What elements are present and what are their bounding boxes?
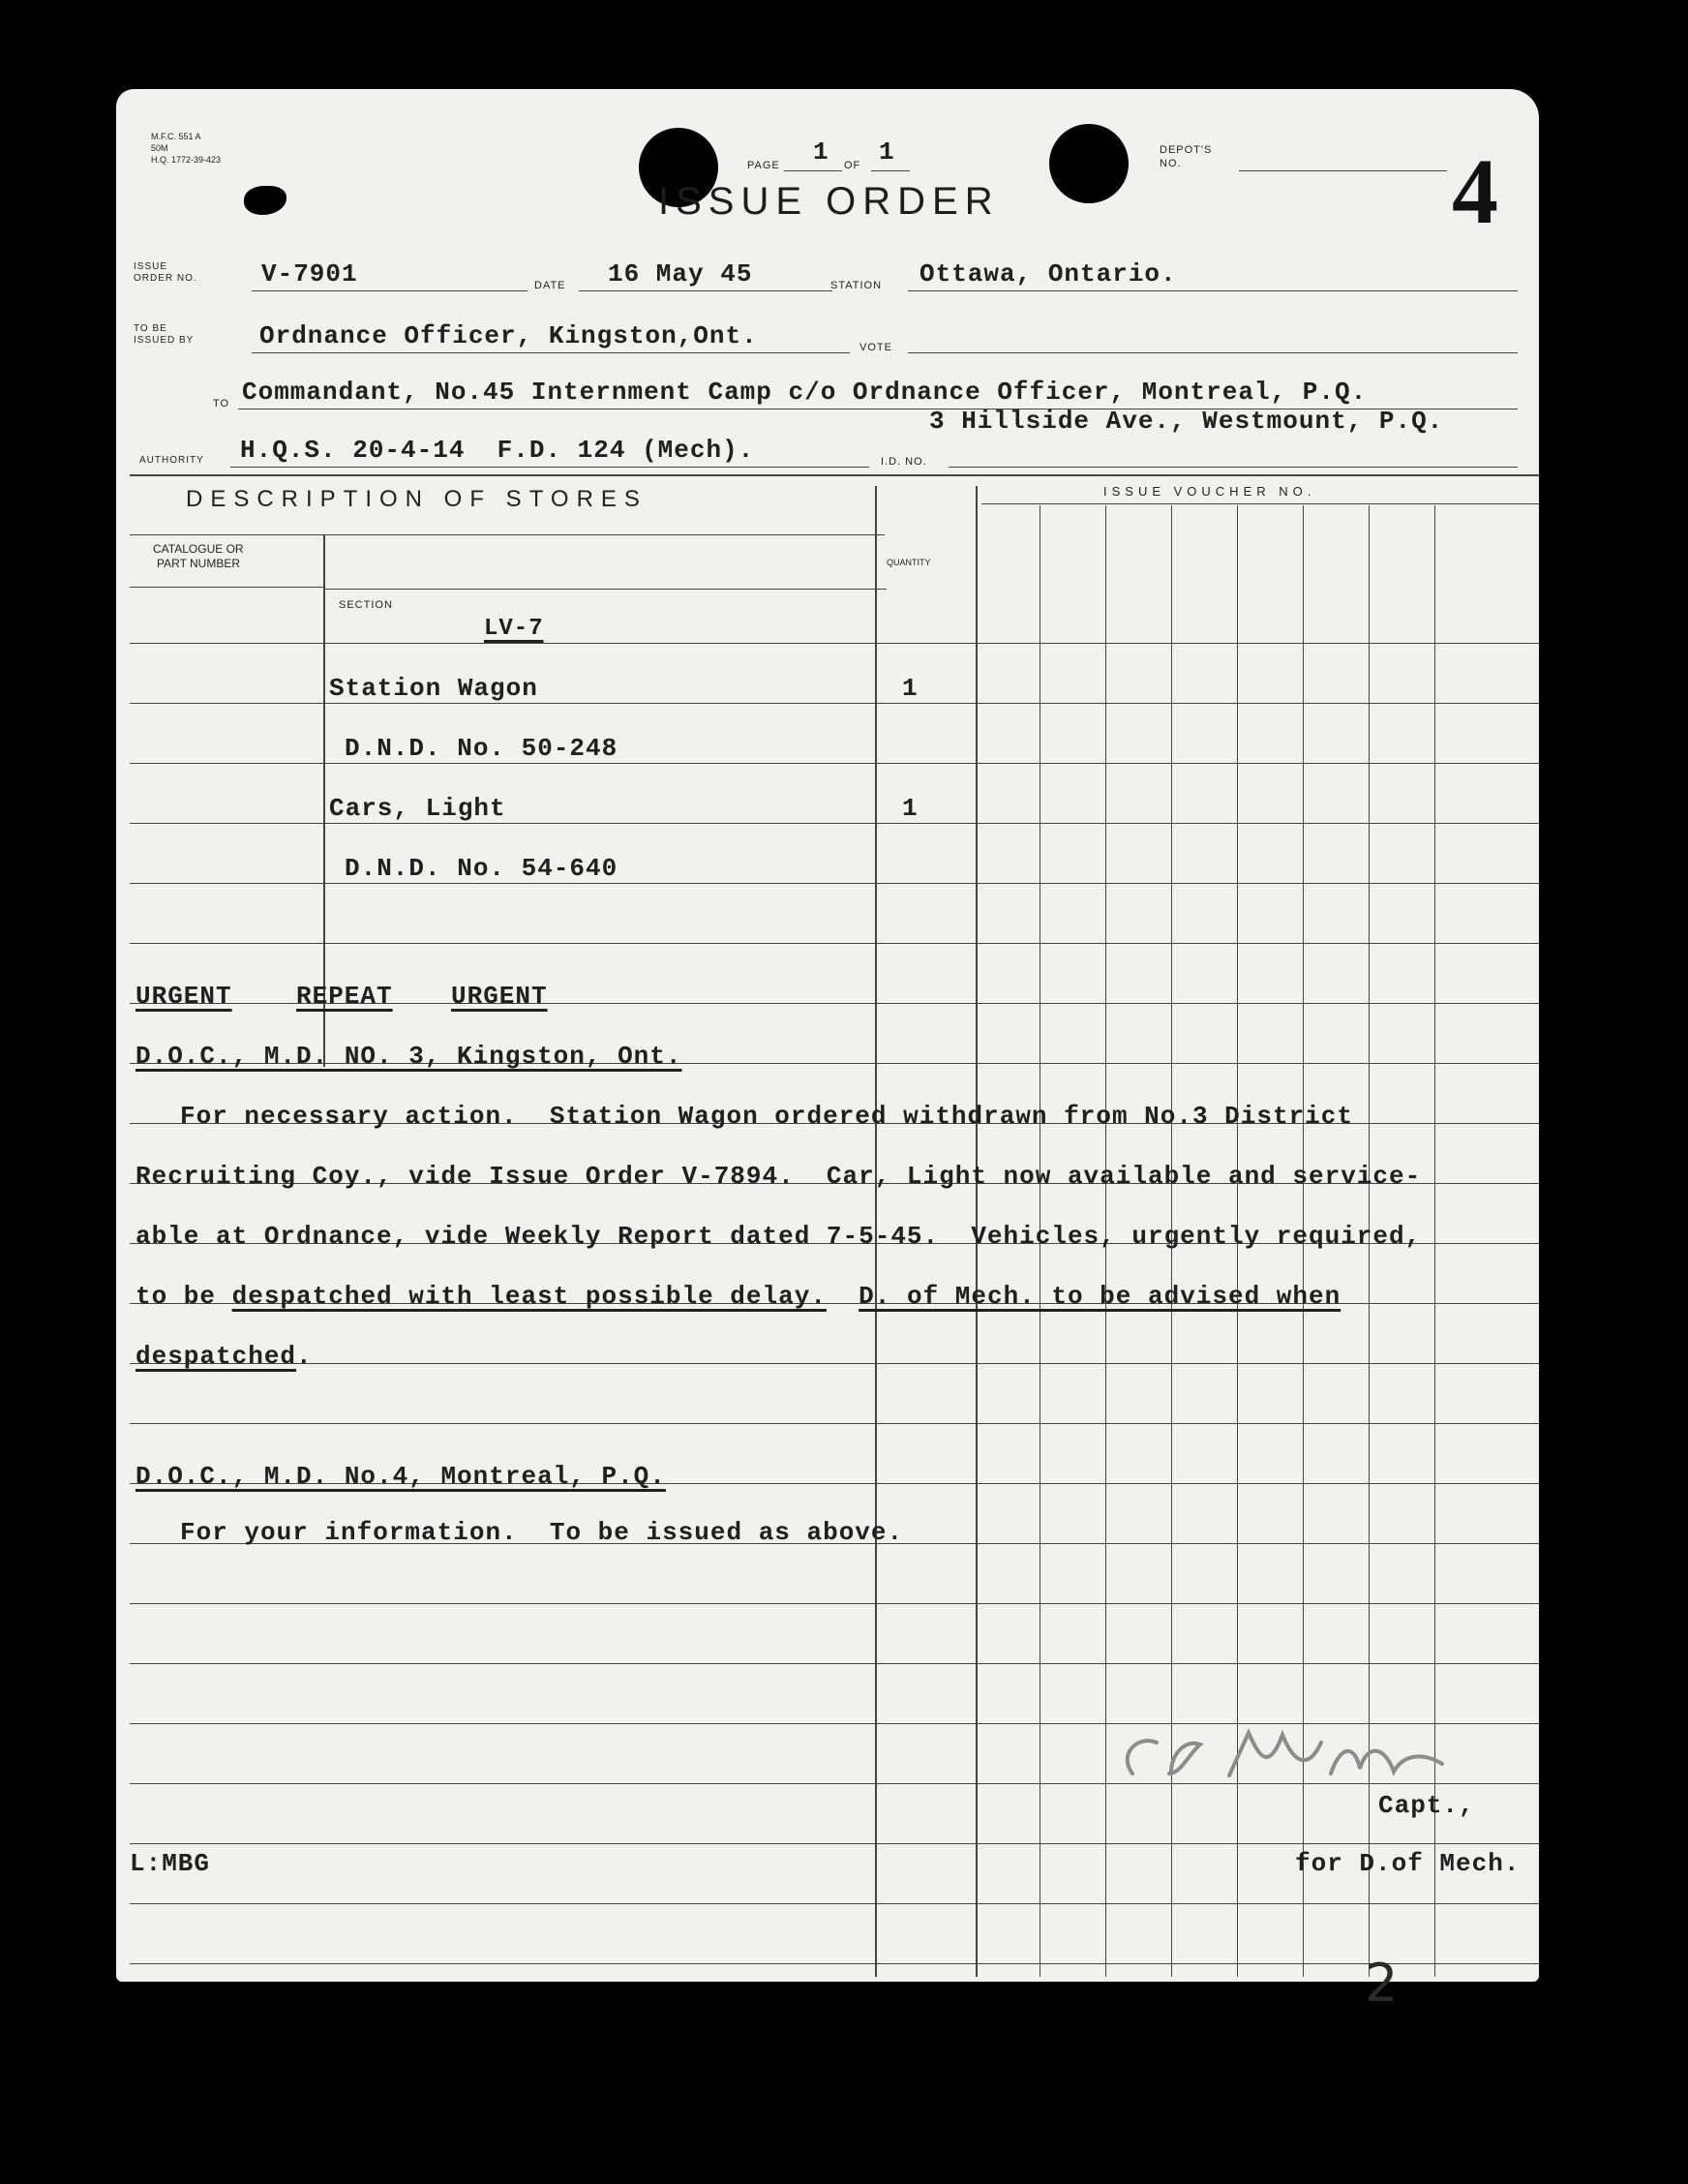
depot-no-label: NO. [1160,158,1182,169]
addressee-1: D.O.C., M.D. NO. 3, Kingston, Ont. [136,1042,682,1071]
item-2-quantity: 1 [902,794,919,823]
paragraph-line-2: Recruiting Coy., vide Issue Order V-7894. Car, Light now available and service- [136,1162,1422,1191]
vote-rule [908,352,1518,353]
authority-label: AUTHORITY [139,455,204,466]
item-1-name: Station Wagon [329,674,538,703]
part-number-label: PART NUMBER [157,557,241,570]
ruled-line [130,1363,1539,1364]
form-title: ISSUE ORDER [658,180,1000,223]
catalogue-rule [130,587,323,588]
form-code-line1: M.F.C. 551 A [151,132,201,141]
signatory-for-line: for D.of Mech. [1295,1849,1521,1878]
issue-order-label: ISSUE [134,261,168,272]
ruled-line [130,1423,1539,1424]
form-code-line3: H.Q. 1772-39-423 [151,155,222,165]
despatched-word: despatched [136,1342,297,1371]
ruled-line [130,943,1539,944]
advise-instruction: D. of Mech. to be advised when [859,1282,1341,1311]
description-heading: DESCRIPTION OF STORES [186,486,648,512]
issue-order-number: V-7901 [261,259,358,288]
info-line: For your information. To be issued as above. [180,1518,904,1547]
issue-order-form [116,89,1539,2014]
paragraph-line-4-prefix: to be [136,1282,232,1311]
signatory-rank: Capt., [1378,1791,1475,1820]
typist-initials: L:MBG [130,1849,211,1878]
ruled-line [130,823,1539,824]
depot-rule [1239,170,1447,171]
ruled-line [130,763,1539,764]
ruled-line [130,643,1539,644]
ink-blot-mark [244,186,286,215]
to-label: TO [213,398,230,410]
station-label: STATION [830,280,883,291]
item-1-ref: D.N.D. No. 50-248 [345,734,618,763]
to-line-2: 3 Hillside Ave., Westmount, P.Q. [929,407,1444,436]
page-number: 1 [813,137,829,167]
station-rule [908,290,1518,291]
item-2-name: Cars, Light [329,794,506,823]
catalogue-label: CATALOGUE OR [153,542,244,556]
issued-by-label: TO BE [134,323,167,334]
voucher-heading-rule [981,503,1539,504]
page-label: PAGE [747,160,780,171]
item-1-quantity: 1 [902,674,919,703]
urgent-label-2: URGENT [451,982,548,1011]
paragraph-line-1: For necessary action. Station Wagon ordered withdrawn from No.3 District [180,1102,1353,1131]
order-date: 16 May 45 [608,259,753,288]
paragraph-line-3: able at Ordnance, vide Weekly Report dated 7-5-45. Vehicles, urgently required, [136,1222,1422,1251]
item-2-ref: D.N.D. No. 54-640 [345,854,618,883]
authority-value: H.Q.S. 20-4-14 F.D. 124 (Mech). [240,436,755,465]
addressee-2: D.O.C., M.D. No.4, Montreal, P.Q. [136,1462,666,1491]
depot-number: 4 [1452,139,1498,243]
description-heading-rule [130,534,885,535]
ruled-line [130,1603,1539,1604]
issued-by-rule [252,352,850,353]
paragraph-line-5 [136,1342,313,1371]
urgent-label-1: URGENT [136,982,232,1011]
page-number-rule [784,170,842,171]
ruled-line [130,883,1539,884]
ruled-line [130,703,1539,704]
issued-by-label-2: ISSUED BY [134,335,195,346]
authority-rule [230,467,869,468]
of-label: OF [844,160,861,171]
voucher-heading: ISSUE VOUCHER NO. [1103,484,1316,499]
issue-order-rule [252,290,528,291]
station-value: Ottawa, Ontario. [919,259,1177,288]
page-total: 1 [879,137,895,167]
id-no-rule [949,467,1518,468]
binder-hole-right [1049,124,1129,203]
signature-scrawl [1113,1715,1481,1793]
form-code-line2: 50M [151,143,168,153]
issued-by-value: Ordnance Officer, Kingston,Ont. [259,321,758,350]
paragraph-line-4-gap [827,1282,859,1311]
date-label: DATE [534,280,566,291]
repeat-label: REPEAT [296,982,393,1011]
issue-order-no-label: ORDER NO. [134,273,197,284]
despatch-instruction: despatched with least possible delay. [231,1282,827,1311]
to-line-1: Commandant, No.45 Internment Camp c/o Ordnance Officer, Montreal, P.Q. [242,378,1368,407]
id-no-label: I.D. NO. [881,456,927,468]
ruled-line [130,1843,1539,1844]
paragraph-line-5-end: . [296,1342,313,1371]
ruled-line [130,1903,1539,1904]
date-rule [579,290,832,291]
paragraph-line-4 [136,1282,1341,1311]
section-label: SECTION [339,599,393,611]
vote-label: VOTE [859,342,892,353]
table-top-rule [130,474,1539,476]
ruled-line [130,1663,1539,1664]
section-value: LV-7 [484,616,544,642]
page-total-rule [871,170,910,171]
pencil-page-mark: 2 [1365,1953,1399,2014]
section-top-rule [323,589,887,590]
ruled-line [130,1963,1539,1964]
depot-label: DEPOT'S [1160,144,1213,156]
quantity-label: QUANTITY [887,558,931,567]
